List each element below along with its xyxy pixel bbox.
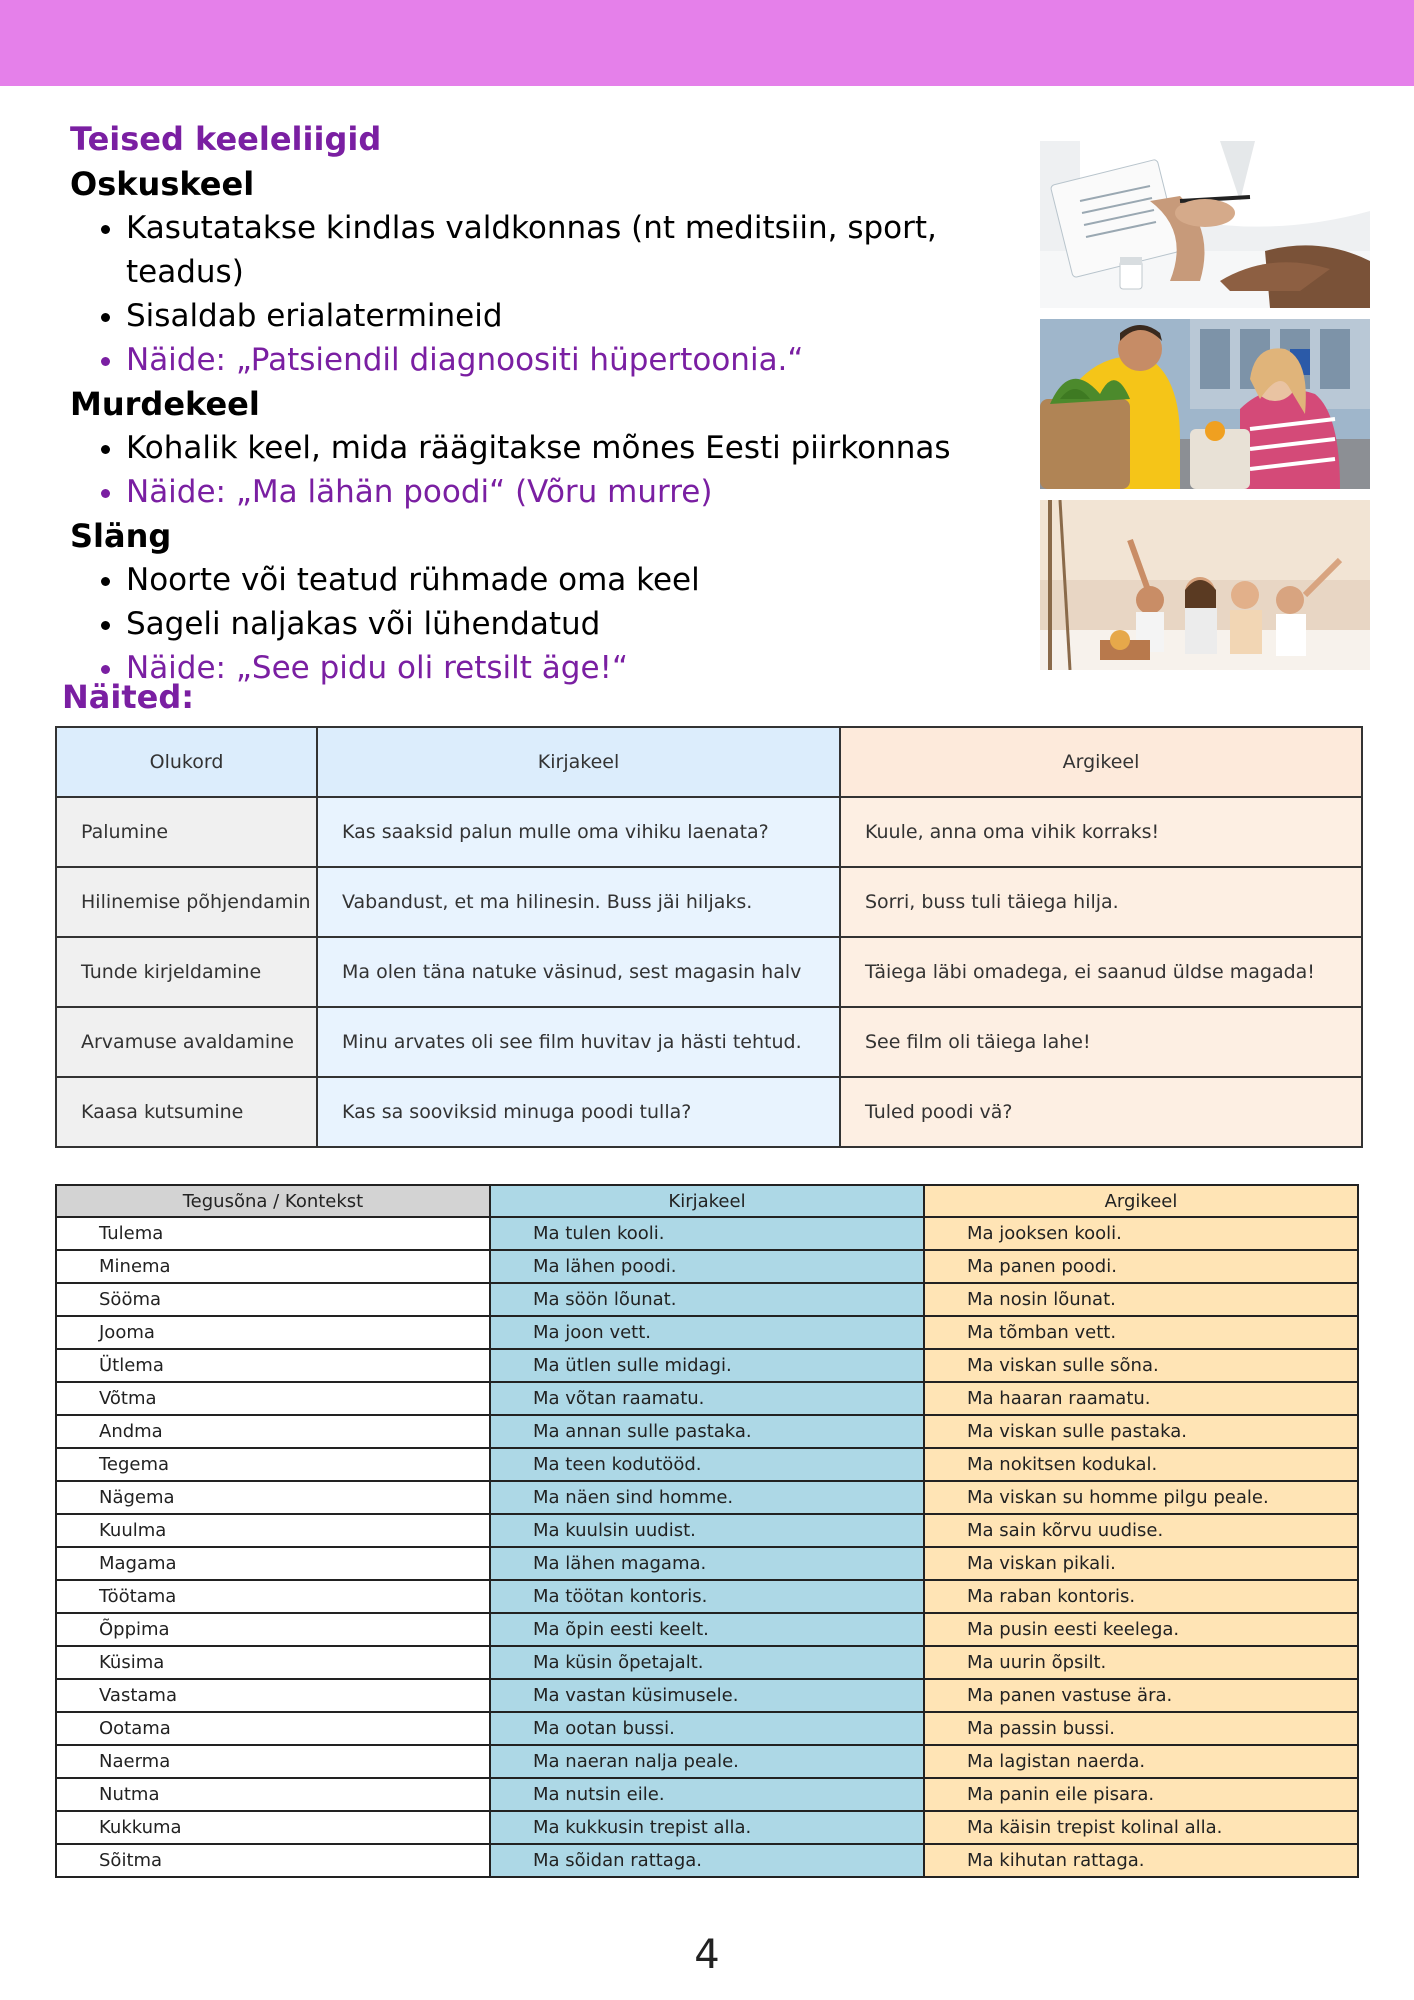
list-item: • Noorte või teatud rühmade oma keel [126, 558, 1030, 602]
table-cell: Sõitma [56, 1844, 490, 1877]
table-cell: Ma viskan sulle pastaka. [924, 1415, 1358, 1448]
table-cell: Ma vastan küsimusele. [490, 1679, 924, 1712]
table-cell: Ma teen kodutööd. [490, 1448, 924, 1481]
table-row [56, 1613, 1358, 1646]
table-row [56, 1382, 1358, 1415]
table-cell: Ma ütlen sulle midagi. [490, 1349, 924, 1382]
table-cell: Võtma [56, 1382, 490, 1415]
table-row [56, 1250, 1358, 1283]
table-cell: Ma õpin eesti keelt. [490, 1613, 924, 1646]
table-cell: Ma sõidan rattaga. [490, 1844, 924, 1877]
table-cell: Õppima [56, 1613, 490, 1646]
table-cell: Vabandust, et ma hilinesin. Buss jäi hiljaks. [317, 867, 840, 937]
column-header: Kirjakeel [490, 1185, 924, 1217]
table-cell: Ma passin bussi. [924, 1712, 1358, 1745]
table-cell: Kuule, anna oma vihik korraks! [840, 797, 1362, 867]
table-cell: Ma nokitsen kodukal. [924, 1448, 1358, 1481]
table-row [56, 867, 1362, 937]
table-cell: Magama [56, 1547, 490, 1580]
table-cell: Tegema [56, 1448, 490, 1481]
column-header: Olukord [56, 727, 317, 797]
example-item: • Näide: „See pidu oli retsilt äge!“ [126, 646, 1030, 690]
table-row [56, 1745, 1358, 1778]
list-item: • Kohalik keel, mida räägitakse mõnes Eesti piirkonnas [126, 426, 1030, 470]
table-row [56, 1481, 1358, 1514]
comparison-table-verbs [55, 1184, 1359, 1878]
table-cell: Ma viskan pikali. [924, 1547, 1358, 1580]
example-item: • Näide: „Patsiendil diagnoositi hüpertoonia.“ [126, 338, 1030, 382]
table-header-row [56, 727, 1362, 797]
table-cell: Palumine [56, 797, 317, 867]
table-row [56, 937, 1362, 1007]
table-header-row [56, 1185, 1358, 1217]
table-cell: Ootama [56, 1712, 490, 1745]
table-row [56, 1646, 1358, 1679]
table-cell: Ma kihutan rattaga. [924, 1844, 1358, 1877]
column-header: Kirjakeel [317, 727, 840, 797]
comparison-table-situations [55, 726, 1363, 1148]
table-cell: Ma töötan kontoris. [490, 1580, 924, 1613]
list-item: • Kasutatakse kindlas valdkonnas (nt meditsiin, sport, teadus) [126, 206, 1030, 294]
column-header: Tegusõna / Kontekst [56, 1185, 490, 1217]
table-row [56, 1077, 1362, 1147]
table-cell: Ma tõmban vett. [924, 1316, 1358, 1349]
table-cell: Ma võtan raamatu. [490, 1382, 924, 1415]
table-cell: Ma kuulsin uudist. [490, 1514, 924, 1547]
table-cell: Ma kukkusin trepist alla. [490, 1811, 924, 1844]
table-cell: Kukkuma [56, 1811, 490, 1844]
table-cell: Arvamuse avaldamine [56, 1007, 317, 1077]
table-cell: Ma joon vett. [490, 1316, 924, 1349]
doctor-photo [1040, 141, 1370, 308]
friends-party-photo [1040, 500, 1370, 670]
table-cell: Ma viskan su homme pilgu peale. [924, 1481, 1358, 1514]
table-cell: Nutma [56, 1778, 490, 1811]
table-cell: Vastama [56, 1679, 490, 1712]
table-row [56, 1547, 1358, 1580]
group-title: Murdekeel [70, 385, 260, 423]
table-cell: Kaasa kutsumine [56, 1077, 317, 1147]
table-cell: Minu arvates oli see film huvitav ja hästi tehtud. [317, 1007, 840, 1077]
table-cell: See film oli täiega lahe! [840, 1007, 1362, 1077]
table-cell: Ma tulen kooli. [490, 1217, 924, 1250]
table-row [56, 1415, 1358, 1448]
table-cell: Hilinemise põhjendamin [56, 867, 317, 937]
table-cell: Ma lagistan naerda. [924, 1745, 1358, 1778]
page-number: 4 [694, 1932, 720, 1978]
table-cell: Jooma [56, 1316, 490, 1349]
list-item: • Sisaldab erialatermineid [126, 294, 1030, 338]
table-cell: Ütlema [56, 1349, 490, 1382]
table-cell: Nägema [56, 1481, 490, 1514]
table-row [56, 797, 1362, 867]
table-cell: Ma ootan bussi. [490, 1712, 924, 1745]
table-row [56, 1811, 1358, 1844]
table-cell: Tulema [56, 1217, 490, 1250]
table-cell: Tuled poodi vä? [840, 1077, 1362, 1147]
group-title: Oskuskeel [70, 165, 255, 203]
table-cell: Tunde kirjeldamine [56, 937, 317, 1007]
table-cell: Kas sa sooviksid minuga poodi tulla? [317, 1077, 840, 1147]
table-row [56, 1283, 1358, 1316]
table-cell: Ma jooksen kooli. [924, 1217, 1358, 1250]
table-cell: Ma viskan sulle sõna. [924, 1349, 1358, 1382]
table-cell: Küsima [56, 1646, 490, 1679]
table-cell: Ma nosin lõunat. [924, 1283, 1358, 1316]
table-row [56, 1844, 1358, 1877]
table-cell: Ma naeran nalja peale. [490, 1745, 924, 1778]
table-cell: Ma panen poodi. [924, 1250, 1358, 1283]
table-cell: Ma panen vastuse ära. [924, 1679, 1358, 1712]
table-cell: Andma [56, 1415, 490, 1448]
language-types-list [70, 162, 1030, 690]
table-row [56, 1217, 1358, 1250]
bullet-list [70, 426, 1030, 514]
shopping-couple-photo [1040, 319, 1370, 489]
table-cell: Ma raban kontoris. [924, 1580, 1358, 1613]
table-cell: Ma sain kõrvu uudise. [924, 1514, 1358, 1547]
examples-title: Näited: [62, 678, 195, 716]
table-cell: Ma söön lõunat. [490, 1283, 924, 1316]
table-cell: Ma näen sind homme. [490, 1481, 924, 1514]
section-title: Teised keeleliigid [70, 120, 382, 158]
column-header: Argikeel [840, 727, 1362, 797]
table-cell: Ma käisin trepist kolinal alla. [924, 1811, 1358, 1844]
table-row [56, 1580, 1358, 1613]
table-cell: Ma annan sulle pastaka. [490, 1415, 924, 1448]
list-item: • Sageli naljakas või lühendatud [126, 602, 1030, 646]
table-row [56, 1712, 1358, 1745]
table-cell: Ma küsin õpetajalt. [490, 1646, 924, 1679]
table-cell: Kuulma [56, 1514, 490, 1547]
table-cell: Täiega läbi omadega, ei saanud üldse magada! [840, 937, 1362, 1007]
table-cell: Naerma [56, 1745, 490, 1778]
example-item: • Näide: „Ma lähän poodi“ (Võru murre) [126, 470, 1030, 514]
table-cell: Ma haaran raamatu. [924, 1382, 1358, 1415]
bullet-list [70, 206, 1030, 382]
table-cell: Minema [56, 1250, 490, 1283]
group-title: Släng [70, 517, 172, 555]
table-cell: Ma pusin eesti keelega. [924, 1613, 1358, 1646]
table-cell: Ma nutsin eile. [490, 1778, 924, 1811]
column-header: Argikeel [924, 1185, 1358, 1217]
table-row [56, 1679, 1358, 1712]
table-row [56, 1514, 1358, 1547]
table-row [56, 1316, 1358, 1349]
table-cell: Ma lähen magama. [490, 1547, 924, 1580]
table-cell: Ma olen täna natuke väsinud, sest magasin halv [317, 937, 840, 1007]
table-cell: Sööma [56, 1283, 490, 1316]
table-cell: Ma uurin õpsilt. [924, 1646, 1358, 1679]
bullet-list [70, 558, 1030, 690]
table-row [56, 1778, 1358, 1811]
table-row [56, 1349, 1358, 1382]
table-row [56, 1007, 1362, 1077]
table-cell: Ma panin eile pisara. [924, 1778, 1358, 1811]
table-cell: Töötama [56, 1580, 490, 1613]
table-cell: Sorri, buss tuli täiega hilja. [840, 867, 1362, 937]
table-cell: Ma lähen poodi. [490, 1250, 924, 1283]
table-row [56, 1448, 1358, 1481]
header-bar [0, 0, 1414, 86]
table-cell: Kas saaksid palun mulle oma vihiku laenata? [317, 797, 840, 867]
